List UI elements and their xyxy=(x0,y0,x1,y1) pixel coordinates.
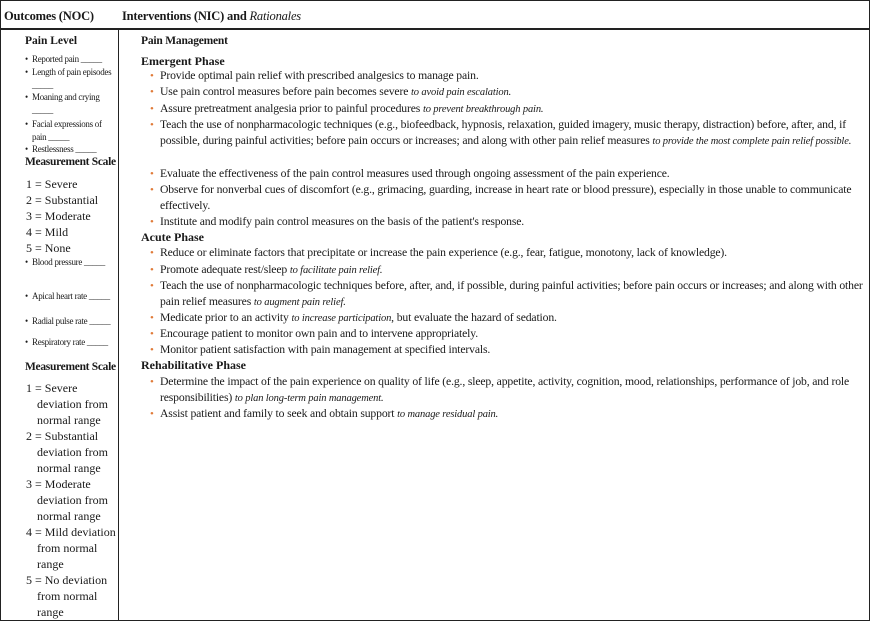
intervention-item xyxy=(150,101,863,118)
item-text-suffix: , but evaluate the hazard of sedation. xyxy=(391,311,557,324)
bullet-icon: • xyxy=(150,86,154,98)
item-rationale: to provide the most complete pain relief possible. xyxy=(652,136,852,147)
measurement-scale-title: Measurement Scale xyxy=(25,156,116,168)
bullet-icon: • xyxy=(150,103,154,115)
item-rationale: to augment pain relief. xyxy=(253,297,346,308)
intervention-item xyxy=(150,182,863,214)
bullet-icon: • xyxy=(25,144,28,154)
indicator-item: • Facial expressions of pain _____ xyxy=(25,119,102,142)
item-text: Teach the use of nonpharmacologic techniques before, after, and, if possible, during painful activities; before pain occurs or increases; and along with other pain relief measures xyxy=(160,279,863,308)
scale-item: 4 = Mild deviation from normal range xyxy=(26,525,116,571)
scale-item: 2 = Substantial deviation from normal range xyxy=(26,429,108,475)
bullet-icon: • xyxy=(25,337,28,347)
vital-item: • Radial pulse rate _____ xyxy=(25,316,111,326)
bullet-icon: • xyxy=(150,408,154,420)
bullet-icon: • xyxy=(150,168,154,180)
intervention-item xyxy=(150,406,863,423)
indicator-item: • Reported pain _____ xyxy=(25,54,102,64)
intervention-item xyxy=(150,326,863,342)
item-text: Reduce or eliminate factors that precipitate or increase the pain experience (e.g., fear, fatigue, monotony, lack of knowledge). xyxy=(160,246,727,259)
column-divider xyxy=(118,30,119,620)
bullet-icon: • xyxy=(150,184,154,196)
bullet-icon: • xyxy=(150,312,154,324)
item-text: Determine the impact of the pain experience on quality of life (e.g., sleep, appetite, activity, cognition, mood, relationships, performance of job, and role responsibilities) xyxy=(160,375,850,404)
table-header xyxy=(1,1,869,30)
outcome-title: Pain Level xyxy=(25,35,78,47)
item-text: Promote adequate rest/sleep xyxy=(160,263,290,276)
item-rationale: to manage residual pain. xyxy=(397,409,499,420)
phase-heading-acute: Acute Phase xyxy=(141,230,204,244)
scale-item: 3 = Moderate xyxy=(26,209,91,223)
scale-item: 1 = Severe deviation from normal range xyxy=(26,381,108,427)
item-rationale: to facilitate pain relief. xyxy=(289,265,383,276)
scale-item: 5 = None xyxy=(26,241,71,255)
phase-heading-rehabilitative: Rehabilitative Phase xyxy=(141,358,246,372)
item-text: Use pain control measures before pain becomes severe xyxy=(160,85,412,98)
bullet-icon: • xyxy=(150,280,154,292)
intervention-item xyxy=(150,117,863,150)
bullet-icon: • xyxy=(150,264,154,276)
indicator-item: • Moaning and crying _____ xyxy=(25,92,100,115)
scale-item: 2 = Substantial xyxy=(26,193,99,207)
intervention-item xyxy=(150,84,863,101)
header-rationales-label: Rationales xyxy=(249,9,301,23)
header-outcomes: Outcomes (NOC) xyxy=(4,9,94,23)
indicator-item: • Length of pain episodes _____ xyxy=(25,67,112,90)
bullet-icon: • xyxy=(25,119,28,129)
bullet-icon: • xyxy=(150,70,154,82)
scale-item: 4 = Mild xyxy=(26,225,69,239)
intervention-item xyxy=(150,68,863,84)
item-text: Encourage patient to monitor own pain and to intervene appropriately. xyxy=(160,327,478,340)
bullet-icon: • xyxy=(25,92,28,102)
item-rationale: to plan long-term pain management. xyxy=(234,393,384,404)
item-text: Assure pretreatment analgesia prior to painful procedures xyxy=(160,102,423,115)
measurement-scale-title-2: Measurement Scale xyxy=(25,361,116,373)
vital-item: • Blood pressure _____ xyxy=(25,257,105,267)
item-rationale: to prevent breakthrough pain. xyxy=(422,104,544,115)
item-text: Medicate prior to an activity xyxy=(160,311,292,324)
indicator-item: • Restlessness _____ xyxy=(25,144,97,154)
intervention-item xyxy=(150,166,863,182)
bullet-icon: • xyxy=(25,54,28,64)
item-text: Teach the use of nonpharmacologic techniques (e.g., biofeedback, hypnosis, relaxation, guided imagery, music therapy, distraction) before, after, and, if possible, during painful activities; before pain occurs or increases; and along with other pain relief measures xyxy=(160,118,846,147)
bullet-icon: • xyxy=(150,216,154,228)
scale-item: 1 = Severe xyxy=(26,177,78,191)
item-text: Monitor patient satisfaction with pain management at specified intervals. xyxy=(160,343,491,356)
measurement-scale-list xyxy=(26,176,118,256)
bullet-icon: • xyxy=(150,376,154,388)
intervention-item xyxy=(150,278,863,311)
item-text: Provide optimal pain relief with prescribed analgesics to manage pain. xyxy=(160,69,479,82)
item-text: Institute and modify pain control measures on the basis of the patient's response. xyxy=(160,215,525,228)
header-interventions xyxy=(122,9,301,24)
bullet-icon: • xyxy=(150,328,154,340)
scale-item: 5 = No deviation from normal range xyxy=(26,573,108,619)
intervention-item xyxy=(150,374,863,407)
bullet-icon: • xyxy=(25,257,28,267)
vital-item: • Apical heart rate _____ xyxy=(25,291,110,301)
header-interventions-label: Interventions (NIC) and xyxy=(122,9,250,23)
item-rationale: to avoid pain escalation. xyxy=(411,87,512,98)
item-text: Observe for nonverbal cues of discomfort (e.g., grimacing, guarding, increase in heart rate or blood pressure), especially in those unable to communicate effectively. xyxy=(160,183,852,212)
scale-item: 3 = Moderate deviation from normal range xyxy=(26,477,108,523)
intervention-item xyxy=(150,214,863,230)
bullet-icon: • xyxy=(150,119,154,131)
bullet-icon: • xyxy=(25,67,28,77)
item-text: Evaluate the effectiveness of the pain control measures used through ongoing assessment of the pain experience. xyxy=(160,167,670,180)
bullet-icon: • xyxy=(150,344,154,356)
bullet-icon: • xyxy=(150,247,154,259)
item-text: Assist patient and family to seek and obtain support xyxy=(160,407,398,420)
vital-item: • Respiratory rate _____ xyxy=(25,337,108,347)
bullet-icon: • xyxy=(25,291,28,301)
item-rationale: to increase participation xyxy=(291,313,392,324)
intervention-item xyxy=(150,342,863,358)
intervention-item xyxy=(150,262,863,279)
intervention-title: Pain Management xyxy=(141,35,228,47)
measurement-scale-list-2 xyxy=(26,380,118,620)
intervention-item xyxy=(150,245,863,261)
phase-heading-emergent: Emergent Phase xyxy=(141,54,225,68)
intervention-item xyxy=(150,310,863,327)
bullet-icon: • xyxy=(25,316,28,326)
